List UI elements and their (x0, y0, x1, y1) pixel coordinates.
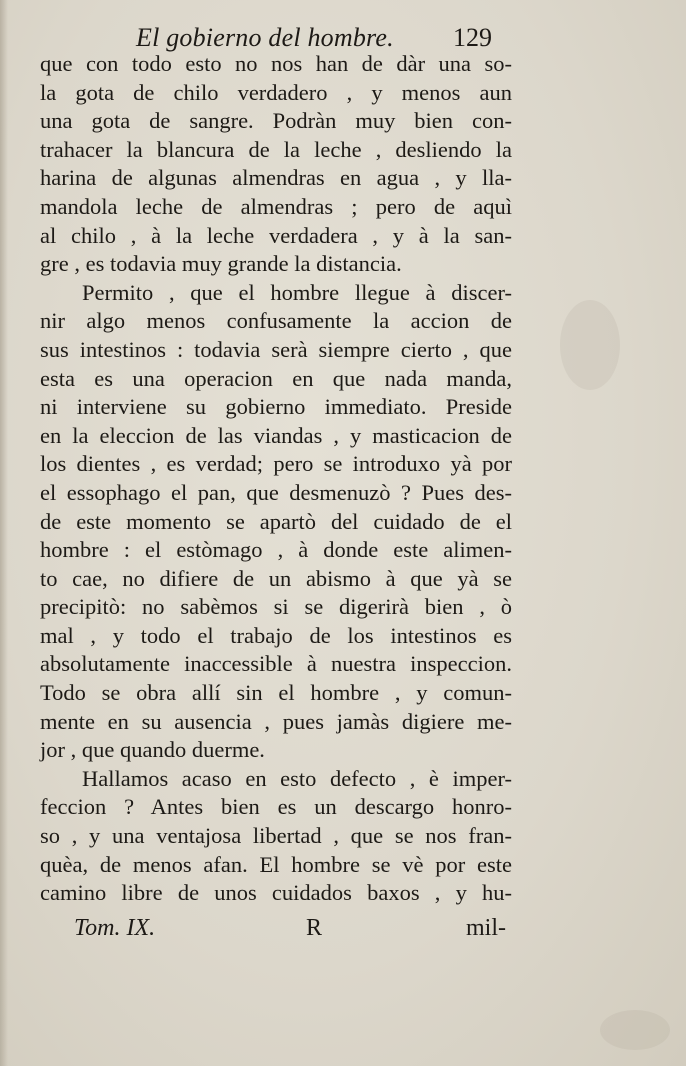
text-line: harina de algunas almendras en agua , y lla- (40, 165, 512, 191)
text-line: jor , que quando duerme. (40, 737, 265, 763)
text-line: mal , y todo el trabajo de los intestinos es (40, 622, 512, 648)
paragraph-first-line: Hallamos acaso en esto defecto , è imper- (82, 765, 512, 791)
text-line: al chilo , à la leche verdadera , y à la san- (40, 222, 512, 248)
text-line: en la eleccion de las viandas , y masticacion de (40, 422, 512, 448)
paper-stain (560, 300, 620, 390)
text-line: una gota de sangre. Podràn muy bien con- (40, 108, 512, 134)
text-line: feccion ? Antes bien es un descargo honro- (40, 794, 512, 820)
text-line: los dientes , es verdad; pero se introduxo yà por (40, 451, 512, 477)
text-line: sus intestinos : todavia serà siempre cierto , que (40, 336, 512, 362)
text-line: hombre : el estòmago , à donde este alimen- (40, 537, 512, 563)
text-line: la gota de chilo verdadero , y menos aun (40, 79, 512, 105)
text-line: mente en su ausencia , pues jamàs digiere me- (40, 708, 512, 734)
text-line: quèa, de menos afan. El hombre se vè por este (40, 851, 512, 877)
text-line: mandola leche de almendras ; pero de aquì (40, 193, 512, 219)
text-line: absolutamente inaccessible à nuestra inspeccion. (40, 651, 512, 677)
volume-number: Tom. IX. (74, 915, 156, 941)
paragraph-first-line: Permito , que el hombre llegue à discer- (82, 279, 512, 305)
catchword: mil- (466, 915, 506, 941)
page-number: 129 (453, 23, 492, 52)
text-line: el essophago el pan, que desmenuzò ? Pues des- (40, 479, 512, 505)
text-line: nir algo menos confusamente la accion de (40, 308, 512, 334)
text-line: gre , es todavia muy grande la distancia. (40, 251, 402, 277)
page-footer (40, 912, 512, 944)
body-text (40, 50, 512, 908)
signature-mark: R (306, 915, 323, 941)
text-line: so , y una ventajosa libertad , que se nos fran- (40, 823, 512, 849)
text-line: Todo se obra allí sin el hombre , y comun- (40, 680, 512, 706)
page-edge-shadow (0, 0, 8, 1066)
text-line: esta es una operacion en que nada manda, (40, 365, 512, 391)
text-line: que con todo esto no nos han de dàr una so- (40, 51, 512, 76)
text-line: ni interviene su gobierno immediato. Preside (40, 394, 512, 420)
text-line: camino libre de unos cuidados baxos , y hu- (40, 880, 512, 906)
text-line: de este momento se apartò del cuidado de el (40, 508, 512, 534)
text-line: precipitò: no sabèmos si se digerirà bien , ò (40, 594, 512, 620)
running-title: El gobierno del hombre. (136, 23, 394, 52)
paper-stain (600, 1010, 670, 1050)
text-line: trahacer la blancura de la leche , desliendo la (40, 136, 512, 162)
text-line: to cae, no difiere de un abismo à que yà se (40, 565, 512, 591)
